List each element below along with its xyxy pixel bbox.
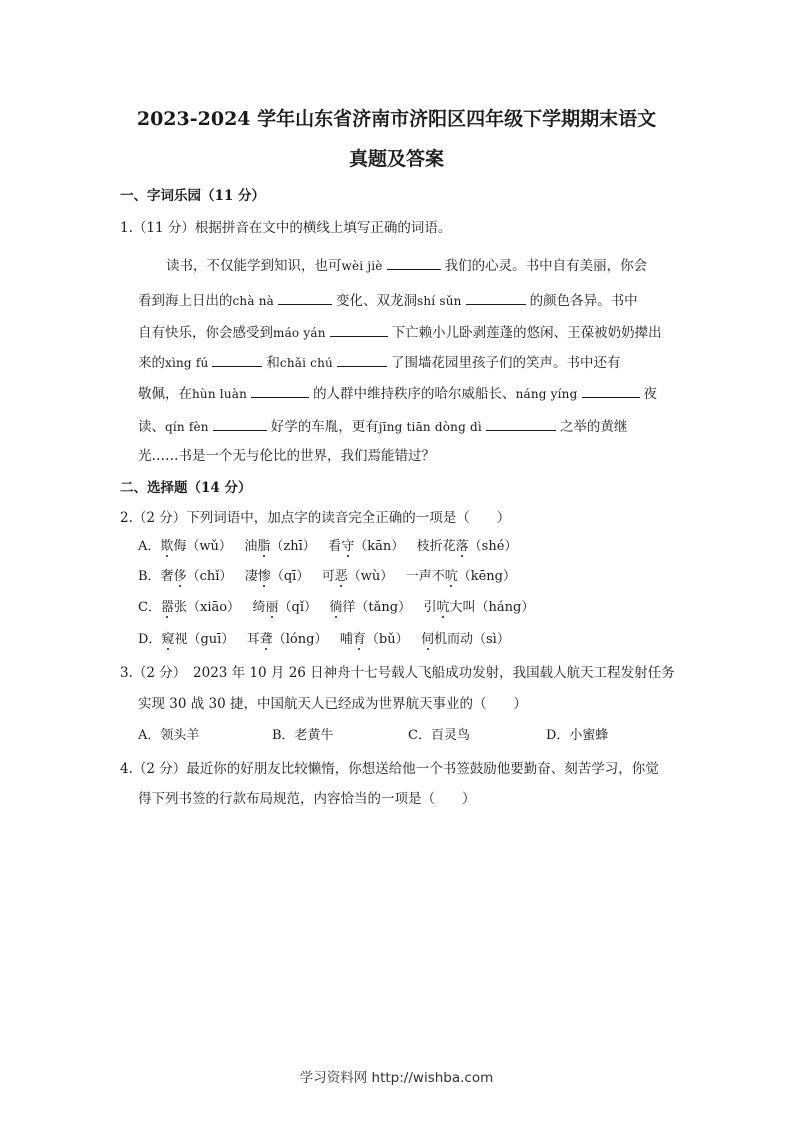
word-part: 一声不	[405, 569, 445, 584]
word-part: 张	[173, 600, 187, 615]
answer-blank-2[interactable]	[278, 290, 332, 305]
section2-heading: 二、选择题（14 分）	[120, 480, 252, 496]
pinyin: （chǐ）	[186, 569, 233, 584]
text: 的人群中维持秩序的哈尔威船长、	[313, 386, 516, 402]
dotted-char: 吭	[436, 600, 450, 615]
text: 夜	[643, 386, 657, 402]
pinyin: （zhī）	[270, 539, 316, 554]
pinyin: （kēng）	[457, 569, 516, 584]
text: 我们的心灵。书中自有美丽，你会	[444, 258, 648, 274]
pinyin: （guī）	[187, 632, 235, 647]
q2-option-b[interactable]	[138, 567, 516, 587]
dotted-char: 伺	[421, 632, 435, 647]
text: 敬佩，在	[138, 386, 192, 402]
dotted-char: 侈	[173, 569, 187, 584]
answer-blank-3[interactable]	[466, 290, 526, 305]
pinyin: wèi jiè	[341, 259, 383, 273]
q1-passage-line3	[138, 322, 662, 343]
q1-passage-line6	[138, 416, 627, 437]
text: 读、	[138, 419, 165, 435]
word-part: 看	[328, 539, 342, 554]
dotted-char: 惨	[257, 569, 271, 584]
pinyin: （qǐ）	[278, 600, 317, 615]
text: 和	[266, 355, 280, 371]
q1-passage-line5	[138, 383, 657, 404]
answer-blank-4[interactable]	[330, 322, 388, 337]
answer-blank-8[interactable]	[582, 383, 640, 398]
q3-stem-line2: 实现 30 战 30 捷，中国航天人已经成为世界航天事业的（ ）	[138, 696, 528, 712]
q2-option-c[interactable]	[138, 598, 534, 618]
q4-stem-line2: 得下列书签的行款布局规范，内容恰当的一项是（ ）	[138, 791, 476, 807]
q2-option-a[interactable]	[138, 537, 517, 557]
word-part: 油	[244, 539, 258, 554]
text: 来的	[138, 355, 165, 371]
q4-stem-line1: 4.（2 分）最近你的好朋友比较懒惰，你想送给他一个书签鼓励他要勤奋、刻苦学习，你觉	[120, 761, 659, 777]
option-letter: B．	[138, 569, 161, 584]
word-part: 奢	[160, 569, 174, 584]
word-part: 哺	[339, 632, 353, 647]
text: 下亡赖小儿卧剥莲蓬的悠闲、王葆被奶奶撵出	[391, 325, 662, 341]
answer-blank-1[interactable]	[387, 255, 441, 270]
pinyin: （wǔ）	[186, 539, 232, 554]
word-part: 凄	[244, 569, 258, 584]
answer-blank-10[interactable]	[486, 416, 556, 431]
word-part: 耳	[246, 632, 260, 647]
text: 看到海上日出的	[138, 293, 233, 309]
dotted-char: 丽	[265, 600, 279, 615]
answer-blank-7[interactable]	[251, 383, 309, 398]
pinyin: hùn luàn	[192, 387, 248, 401]
text: 了围墙花园里孩子们的笑声。书中还有	[390, 355, 621, 371]
answer-blank-5[interactable]	[212, 352, 262, 367]
q3-option-d[interactable]: D．小蜜蜂	[546, 728, 609, 743]
pinyin: qín fèn	[165, 420, 209, 434]
word-part: 侮	[173, 539, 187, 554]
dotted-char: 脂	[257, 539, 271, 554]
dotted-char: 窥	[161, 632, 175, 647]
pinyin: （wù）	[347, 569, 394, 584]
pinyin: （qī）	[270, 569, 310, 584]
word-part: 可	[321, 569, 335, 584]
q3-option-a[interactable]: A．领头羊	[138, 728, 200, 743]
word-part: 徉	[342, 600, 356, 615]
pinyin: máo yán	[273, 326, 326, 340]
dotted-char: 嚣	[160, 600, 174, 615]
text: 变化、双龙洞	[336, 293, 418, 309]
pinyin: xìng fú	[165, 356, 209, 370]
pinyin: （lóng）	[272, 632, 328, 647]
dotted-char: 落	[455, 539, 469, 554]
pinyin: chǎi chú	[279, 356, 333, 370]
pinyin: （xiāo）	[186, 600, 241, 615]
dotted-char: 守	[341, 539, 355, 554]
q3-option-c[interactable]: C．百灵鸟	[408, 728, 470, 743]
word-part: 引	[423, 600, 437, 615]
page-title-line1: 2023-2024 学年山东省济南市济阳区四年级下学期期末语文	[136, 108, 657, 130]
q3-stem-line1: 3.（2 分） 2023 年 10 月 26 日神舟十七号载人飞船成功发射，我国载人航天工程发射任务	[120, 665, 675, 681]
option-letter: A．	[138, 539, 161, 554]
word-part: 大叫（háng）	[449, 600, 535, 615]
page-title-line2: 真题及答案	[348, 148, 444, 170]
word-part: 视	[174, 632, 188, 647]
word-part: 机而动（sì）	[434, 632, 510, 647]
word-part: 绮	[252, 600, 266, 615]
dotted-char: 欺	[160, 539, 174, 554]
text: 读书，不仅能学到知识，也可	[166, 258, 342, 274]
answer-blank-9[interactable]	[213, 416, 267, 431]
text: 之举的黄继	[559, 419, 628, 435]
q1-passage-line4	[138, 352, 620, 373]
option-letter: C．	[138, 600, 161, 615]
word-part: 枝折花	[416, 539, 456, 554]
pinyin: （kān）	[354, 539, 405, 554]
dotted-char: 育	[352, 632, 366, 647]
q2-stem: 2.（2 分）下列词语中，加点字的读音完全正确的一项是（ ）	[120, 510, 511, 526]
pinyin: （shé）	[468, 539, 518, 554]
page-footer: 学习资料网 http://wishba.com	[299, 1070, 494, 1086]
q2-option-d[interactable]	[138, 630, 510, 650]
dotted-char: 徜	[329, 600, 343, 615]
q1-stem: 1.（11 分）根据拼音在文中的横线上填写正确的词语。	[120, 220, 452, 236]
pinyin: náng yíng	[515, 387, 578, 401]
option-letter: D．	[138, 632, 162, 647]
pinyin: chà nà	[232, 294, 275, 308]
dotted-char: 聋	[259, 632, 273, 647]
text: 自有快乐，你会感受到	[138, 325, 273, 341]
text: 的颜色各异。书中	[529, 293, 638, 309]
q1-passage-line1	[166, 255, 647, 276]
dotted-char: 恶	[334, 569, 348, 584]
q1-passage-line7: 光……书是一个无与伦比的世界，我们焉能错过？	[138, 448, 435, 464]
section1-heading: 一、字词乐园（11 分）	[120, 188, 265, 204]
q1-passage-line2	[138, 290, 638, 311]
q3-option-b[interactable]: B．老黄牛	[272, 728, 334, 743]
answer-blank-6[interactable]	[337, 352, 387, 367]
pinyin: jīng tiān dòng dì	[378, 420, 482, 434]
dotted-char: 吭	[444, 569, 458, 584]
pinyin: （tǎng）	[355, 600, 412, 615]
text: 好学的车胤，更有	[270, 419, 379, 435]
pinyin: （bǔ）	[365, 632, 409, 647]
pinyin: shí sǔn	[417, 294, 462, 308]
